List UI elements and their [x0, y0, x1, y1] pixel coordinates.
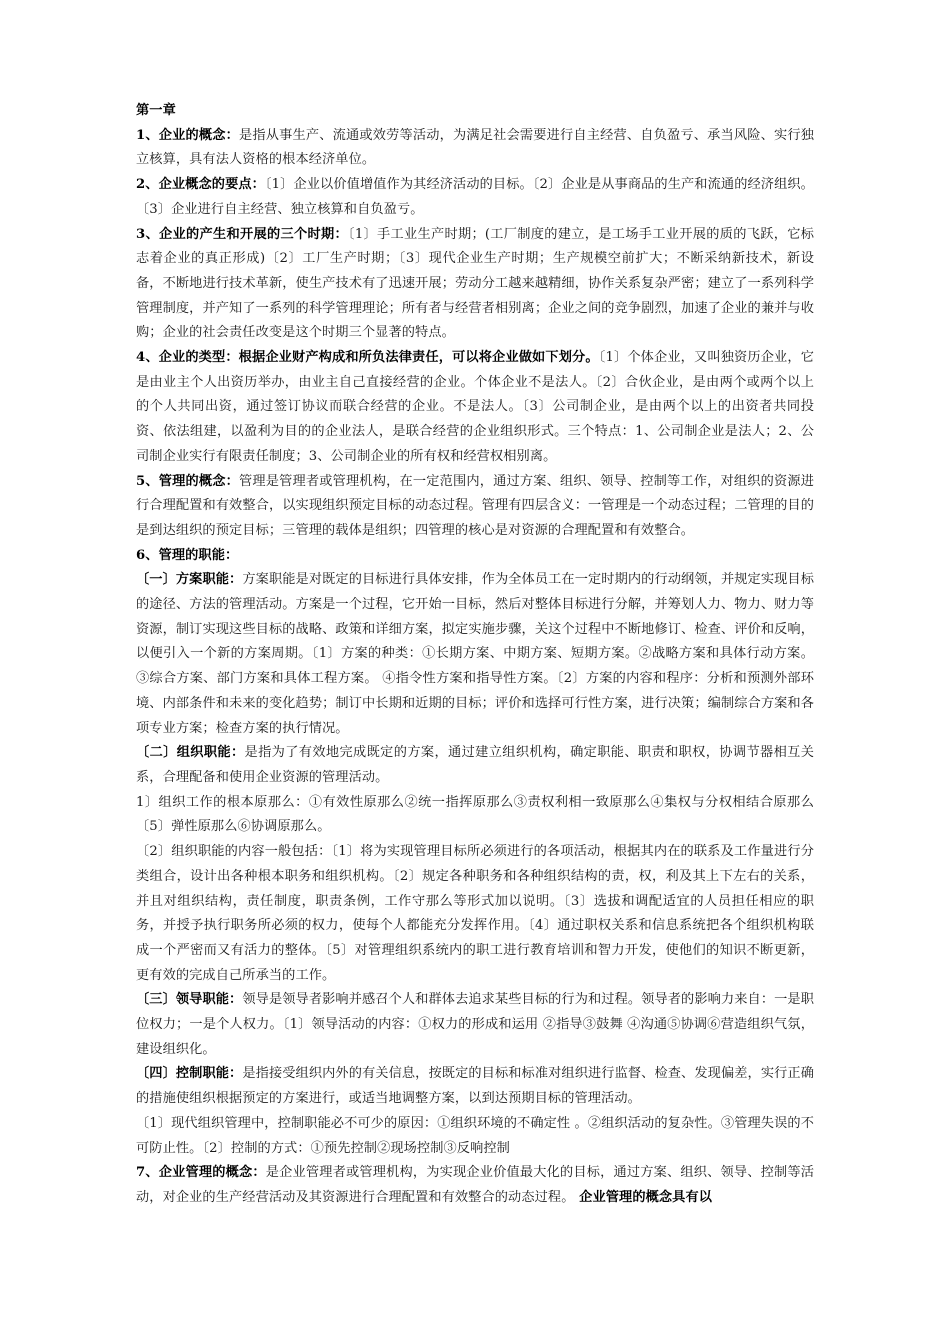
paragraph-body: 〔1〕企业以价值增值作为其经济活动的目标。〔2〕企业是从事商品的生产和流通的经济组织。〔3〕企业进行自主经营、独立核算和自负盈亏。 — [136, 177, 814, 217]
paragraph-control-reasons — [136, 1112, 814, 1161]
paragraph-organize-function — [136, 741, 814, 790]
paragraph-7 — [136, 1161, 814, 1210]
paragraph-heading: 3、企业的产生和开展的三个时期： — [136, 226, 348, 242]
paragraph-heading: 1、企业的概念： — [136, 127, 239, 143]
paragraph-body: 〔1〕现代组织管理中，控制职能必不可少的原因：①组织环境的不确定性 。②组织活动的复杂性。③管理失误的不可防止性。〔2〕控制的方式：①预先控制②现场控制③反响控制 — [136, 1115, 814, 1156]
paragraph-tail: 企业管理的概念具有以 — [574, 1189, 713, 1205]
chapter-title: 第一章 — [136, 103, 176, 118]
paragraph-body: 是指从事生产、流通或效劳等活动，为满足社会需要进行自主经营、自负盈亏、承当风险、实行独立核算，具有法人资格的根本经济单位。 — [136, 127, 814, 168]
paragraph-plan-function — [136, 568, 814, 741]
paragraph-body: 方案职能是对既定的目标进行具体安排，作为全体员工在一定时期内的行动纲领，并规定实现目标的途径、方法的管理活动。方案是一个过程，它开始一目标，然后对整体目标进行分解，并筹划人力、物力、财力等资源，制订实现这些目标的战略、政策和详细方案，拟定实施步骤，关这个过程中不断地修订、检查、评价和反响，以便引入一个新的方案周期。〔1〕方案的种类：①长期方案、中期方案、短期方案。②战略方案和具体行动方案。③综合方案、部门方案和具体工程方案。 ④指令性方案和指导性方案。〔2〕方案的内容和程序：分析和预测外部环境、内部条件和未来的变化趋势；制订中长期和近期的目标；评价和选择可行性方案，进行决策；编制综合方案和各项专业方案；检查方案的执行情况。 — [136, 572, 814, 736]
paragraph-body: 管理是管理者或管理机构，在一定范围内，通过方案、组织、领导、控制等工作，对组织的资源进行合理配置和有效整合，以实现组织预定目标的动态过程。管理有四层含义：一管理是一个动态过程；二管理的目的是到达组织的预定目标；三管理的载体是组织；四管理的核心是对资源的合理配置和有效整合。 — [136, 473, 814, 538]
paragraph-6 — [136, 544, 814, 569]
document-page — [136, 99, 814, 1211]
paragraph-4 — [136, 346, 814, 470]
paragraph-heading: 2、企业概念的要点： — [136, 177, 265, 193]
paragraph-heading: 5、管理的概念： — [136, 473, 239, 489]
paragraph-body: 〔1〕个体企业，又叫独资历企业，它是由业主个人出资历举办，由业主自己直接经营的企业。个体企业不是法人。〔2〕合伙企业，是由两个或两个以上的个人共同出资，通过签订协议而联合经营的企业。不是法人。〔3〕公司制企业，是由两个以上的出资者共同投资、依法组建，以盈利为目的的企业法人，是联合经营的企业组织形式。三个特点：1、公司制企业是法人；2、公司制企业实行有限责任制度；3、公司制企业的所有权和经营权相别离。 — [136, 350, 814, 464]
paragraph-body: 是指接受组织内外的有关信息，按既定的目标和标准对组织进行监督、检查、发现偏差，实行正确的措施使组织根据预定的方案进行，或适当地调整方案，以到达预期目标的管理活动。 — [136, 1066, 814, 1107]
paragraph-body: 1〕组织工作的根本原那么：①有效性原那么②统一指挥原那么③责权利相一致原那么④集权与分权相结合原那么〔5〕弹性原那么⑥协调原那么。 — [136, 794, 814, 835]
paragraph-body: 是企业管理者或管理机构，为实现企业价值最大化的目标，通过方案、组织、领导、控制等活动，对企业的生产经营活动及其资源进行合理配置和有效整合的动态过程。 — [136, 1165, 814, 1205]
paragraph-heading: 〔四〕控制职能： — [136, 1066, 243, 1082]
paragraph-5 — [136, 470, 814, 544]
paragraph-heading: 〔三〕领导职能： — [136, 992, 243, 1008]
paragraph-3 — [136, 223, 814, 347]
paragraph-heading: 7、企业管理的概念： — [136, 1165, 266, 1181]
paragraph-1 — [136, 124, 814, 173]
paragraph-body: 领导是领导者影响并感召个人和群体去追求某些目标的行为和过程。领导者的影响力来自：一是职位权力；一是个人权力。〔1〕领导活动的内容：①权力的形成和运用 ②指导③鼓舞 ④沟通⑤协调⑥营造组织气氛，建设组织化。 — [136, 992, 814, 1057]
paragraph-lead-function — [136, 988, 814, 1062]
paragraph-control-function — [136, 1062, 814, 1111]
paragraph-organize-content — [136, 840, 814, 988]
paragraph-heading: 〔一〕方案职能： — [136, 572, 243, 588]
paragraph-2 — [136, 173, 814, 222]
paragraph-body: 〔1〕手工业生产时期；(工厂制度的建立，是工场手工业开展的质的飞跃，它标志着企业的真正形成)〔2〕工厂生产时期；〔3〕现代企业生产时期；生产规模空前扩大；不断采纳新技术，新设备，不断地进行技术革新，使生产技术有了迅速开展；劳动分工越来越精细，协作关系复杂严密；建立了一系列科学管理制度，并产知了一系列的科学管理理论；所有者与经营者相别离；企业之间的竞争剧烈，加速了企业的兼并与收购；企业的社会责任改变是这个时期三个显著的特点。 — [136, 226, 814, 341]
paragraph-body: 是指为了有效地完成既定的方案，通过建立组织机构，确定职能、职责和职权，协调节器相互关系，合理配备和使用企业资源的管理活动。 — [136, 745, 814, 785]
paragraph-body: 〔2〕组织职能的内容一般包括：〔1〕将为实现管理目标所必须进行的各项活动，根据其内在的联系及工作量进行分类组合，设计出各种根本职务和组织机构。〔2〕规定各种职务和各种组织结构的责，权，利及其上下左右的关系，并且对组织结构，责任制度，职责条例，工作守那么等形式加以说明。〔3〕选拔和调配适宜的人员担任相应的职务，并授予执行职务所必须的权力，使每个人都能充分发挥作用。〔4〕通过职权关系和信息系统把各个组织机构联成一个严密而又有活力的整体。〔5〕对管理组织系统内的职工进行教育培训和智力开发，使他们的知识不断更新，更有效的完成自己所承当的工作。 — [136, 844, 814, 983]
paragraph-heading: 4、企业的类型：根据企业财产构成和所负法律责任，可以将企业做如下划分。 — [136, 350, 599, 366]
paragraph-heading: 〔二〕组织职能： — [136, 745, 245, 761]
paragraph-heading: 6、管理的职能： — [136, 547, 239, 563]
paragraph-organize-principles — [136, 791, 814, 840]
